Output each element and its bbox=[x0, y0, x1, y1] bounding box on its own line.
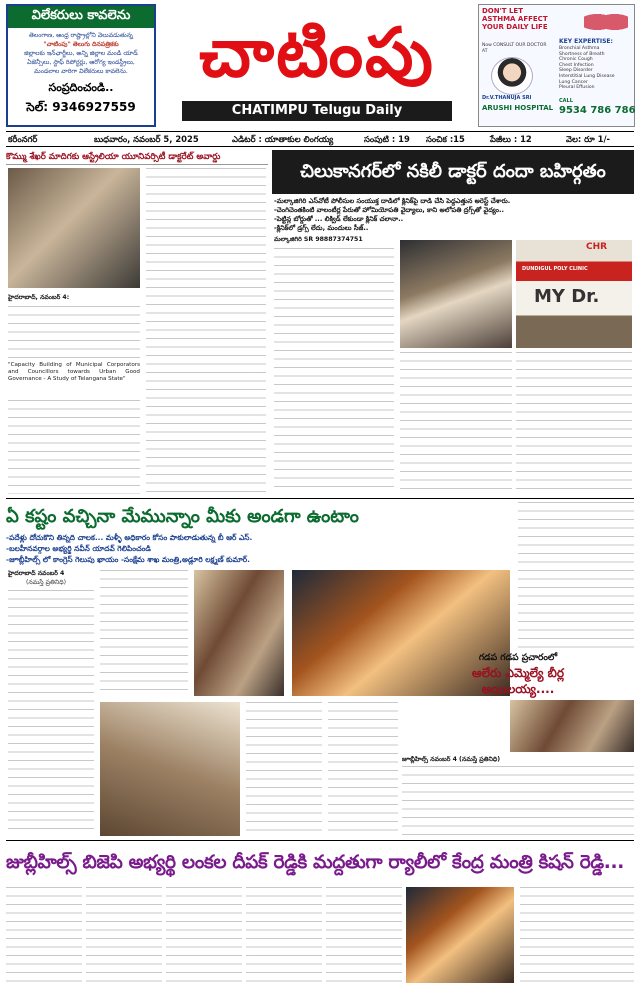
story-mla-campaign bbox=[402, 652, 634, 838]
ad-consult: Now CONSULT OUR DOCTOR AT bbox=[482, 43, 547, 54]
story-headline: చిలుకానగర్‌లో నకిలీ డాక్టర్ దందా బహిర్గతం bbox=[272, 150, 634, 194]
divider bbox=[6, 498, 634, 499]
expertise-item: Shortness of Breath bbox=[559, 51, 605, 57]
doctor-photo bbox=[400, 240, 512, 348]
story-body bbox=[328, 702, 398, 836]
byline-name: మల్కాజిగిరి SR bbox=[274, 236, 314, 243]
ad-expertise-title: KEY EXPERTISE: bbox=[559, 38, 613, 45]
ad-line: ఏజెన్సీలు, స్టాఫ్ రిపోర్టర్లు, ఆరోగ్య ఇండస్ట్రీలు, bbox=[27, 59, 135, 66]
expertise-item: Interstitial Lung Disease bbox=[559, 73, 615, 79]
story-body bbox=[402, 766, 634, 838]
sidebar-body bbox=[518, 502, 634, 650]
crowd-photo bbox=[100, 702, 240, 836]
expertise-item: Sleep Disorder bbox=[559, 68, 593, 74]
story-subhead: -బలహీనవర్గాల అభ్యర్థి నవీన్ యాదవ్ గెలిపించండి bbox=[6, 544, 151, 553]
ad-contact-label: సంప్రదించండి.. bbox=[48, 81, 114, 94]
story-body bbox=[146, 168, 266, 494]
lungs-icon bbox=[584, 8, 628, 36]
expertise-item: Pleural Effusion bbox=[559, 85, 595, 91]
campaign-photo bbox=[194, 570, 284, 696]
story-body bbox=[400, 352, 512, 494]
story-headline: జుబ్లీహిల్స్ బిజెపి అభ్యర్థి లంకల దీపక్ రెడ్డికి మద్దతుగా ర్యాలీలో కేంద్ర మంత్రి కిషన్ రెడ్డి... bbox=[6, 852, 624, 873]
award-photo bbox=[8, 168, 140, 288]
story-bjp-rally bbox=[6, 843, 634, 985]
subhead-bullet: -మల్కాజిగిరి ఎస్‌వోటీ పోలీసుల సంయుక్త దాడిలో క్లినిక్‌పై దాడి చేసి పెద్దఎత్తున అరెస్ట్ చేశారు. bbox=[274, 197, 511, 205]
dateline-place: కరీంనగర్ bbox=[8, 134, 38, 144]
story-english-quote: "Capacity Building of Municipal Corporators and Councillors towards Urban Good Governance - A Study of Telangana State" bbox=[8, 362, 140, 382]
story-subhead: -జూబ్లీహిల్స్ లో కాంగ్రెస్ గెలుపు ఖాయం -సంక్షేమ శాఖ మంత్రి,అడ్లూరి లక్ష్మణ్ కుమార్. bbox=[6, 555, 250, 564]
expertise-item: Chronic Cough bbox=[559, 57, 593, 63]
newspaper-title: చాటింపు bbox=[199, 14, 435, 93]
subhead-bullet: -క్లినిక్‌లో డ్రగ్స్ లేదు, మందులు సీజ్.. bbox=[274, 224, 369, 232]
story-lede: హైదరాబాద్, నవంబర్ 4: bbox=[8, 294, 70, 301]
ad-call-phone: 9534 786 786 bbox=[559, 105, 636, 116]
ad-line: "చాటింపు" తెలుగు దినపత్రికకు bbox=[43, 41, 119, 48]
expertise-item: Bronchial Asthma bbox=[559, 46, 600, 51]
ad-hospital-name: ARUSHI HOSPITAL bbox=[482, 104, 554, 112]
story-byline bbox=[274, 236, 394, 246]
ad-phone: సెల్: 9346927559 bbox=[26, 100, 136, 114]
ad-line: తెలంగాణ, ఆంధ్ర రాష్ట్రాల్లోని వెలువడుతున్న bbox=[29, 32, 133, 39]
headline-line: గడప గడప ప్రచారంలో bbox=[478, 653, 558, 663]
ad-slogan: DON'T LET ASTHMA AFFECT YOUR DAILY LIFE bbox=[482, 7, 548, 31]
story-body bbox=[8, 400, 140, 494]
story-body bbox=[8, 306, 140, 362]
clinic-sign: MY Dr. bbox=[534, 286, 600, 307]
story-body bbox=[86, 887, 162, 983]
story-doctorate bbox=[6, 150, 268, 496]
left-classified-ad bbox=[6, 4, 156, 127]
subhead-bullet: -పెట్టిన్ల బోర్డుతో ... లిక్విడ్ లేకుండా క్లినిక్ చలానా.. bbox=[274, 215, 404, 223]
subhead-bullet: -చెంగిచెంతకింటి వాలంటీర్ల పేరుతో హోమియోపతి వైద్యాలు, కాని అలోపతి ద్రగ్స్‌తో వైద్యం.. bbox=[274, 206, 505, 214]
story-body bbox=[8, 590, 94, 836]
dateline-bar bbox=[6, 131, 634, 147]
mla-photo bbox=[510, 700, 634, 752]
story-body bbox=[246, 702, 322, 836]
ad-heading: విలేకరులు కావలెను bbox=[8, 6, 154, 28]
dateline-volume: సంపుటి : 19 bbox=[364, 134, 410, 144]
story-headline: కొమ్ము శేఖర్ మాదిగకు ఆస్ట్రేలియా యూనివర్సిటీ డాక్టరేట్ అవార్డు bbox=[6, 150, 268, 165]
expertise-item: Chest Infection bbox=[559, 62, 594, 68]
story-body bbox=[246, 887, 322, 983]
dateline-pages: పేజీలు : 12 bbox=[490, 134, 532, 144]
story-subheads bbox=[274, 197, 632, 233]
story-body bbox=[166, 887, 242, 983]
ad-doctor: Dr.V.THANUJA SRI bbox=[482, 95, 532, 101]
story-body bbox=[326, 887, 402, 983]
headline-line: ఆలేరు ఎమ్మెల్యే బీర్ల bbox=[471, 666, 565, 680]
story-body bbox=[520, 887, 634, 983]
ad-line: మండలాల వారిగా విలేకరులు కావలెను. bbox=[34, 68, 128, 75]
ad-call-label: CALL bbox=[559, 98, 573, 104]
ad-line: జిల్లాలకు ఇన్‌ఛార్జీలు, అన్ని జిల్లాల మండి యాడ్ bbox=[24, 50, 138, 57]
story-headline bbox=[402, 652, 634, 697]
story-placeline: జూబ్లీహిల్స్ నవంబర్ 4 (నమస్తే ప్రతినిధి) bbox=[402, 756, 501, 763]
headline-line: అయిలయ్య.... bbox=[481, 682, 555, 696]
story-credit: (నమస్తే ప్రతినిధి) bbox=[26, 579, 66, 586]
clinic-photo bbox=[516, 240, 632, 348]
dateline-editor: ఎడిటర్ : యాతాకుల లింగయ్య bbox=[232, 134, 334, 144]
dateline-issue: సంచిక :15 bbox=[426, 134, 465, 144]
dateline-date: బుధవారం, నవంబర్ 5, 2025 bbox=[94, 134, 199, 144]
byline-phone: 98887374751 bbox=[315, 236, 363, 243]
masthead bbox=[162, 4, 472, 127]
story-body bbox=[100, 570, 188, 696]
divider bbox=[6, 840, 634, 841]
story-body bbox=[516, 352, 632, 494]
story-placeline: హైదరాబాద్ నవంబర్ 4 bbox=[8, 570, 65, 577]
story-body bbox=[274, 248, 394, 494]
bjp-rally-photo bbox=[406, 887, 514, 983]
story-subhead: -పదేళ్లు దోచుకొని తిన్నది చాలక... మళ్ళీ అధికారం కోసం పాకులాడుతున్న బీ ఆర్ ఎస్. bbox=[6, 533, 253, 542]
newspaper-subtitle: CHATIMPU Telugu Daily bbox=[182, 101, 452, 121]
story-headline: ఏ కష్టం వచ్చినా మేమున్నాం మీకు అండగా ఉంటాం bbox=[6, 506, 359, 527]
clinic-board: DUNDIGUL POLY CLINIC bbox=[522, 266, 588, 272]
right-hospital-ad bbox=[478, 4, 635, 127]
doctor-photo bbox=[491, 57, 533, 95]
dateline-price: వెల: రూ 1/- bbox=[566, 134, 610, 144]
expertise-item: Lung Cancer bbox=[559, 79, 588, 85]
story-body bbox=[6, 887, 82, 983]
clinic-sign-small: CHR bbox=[586, 242, 608, 252]
story-fake-doctor bbox=[272, 150, 634, 496]
